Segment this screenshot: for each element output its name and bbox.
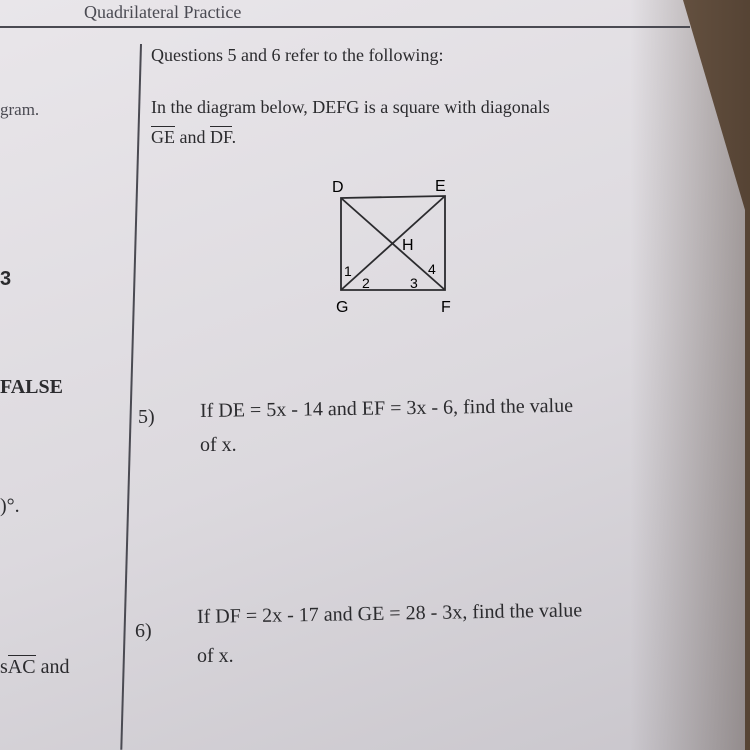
left-fragment-3: FALSE	[0, 376, 63, 398]
segment-ac: AC	[7, 656, 36, 678]
segment-df: DF	[210, 127, 232, 147]
questions-refer-text: Questions 5 and 6 refer to the following:	[151, 45, 444, 65]
vertex-label-g: G	[336, 299, 349, 316]
left-fragment-5	[0, 656, 69, 679]
left-fragment-2: 3	[0, 268, 12, 290]
question-6-number: 6)	[135, 620, 152, 642]
vertex-label-e: E	[435, 178, 446, 195]
vertex-label-d: D	[332, 179, 344, 196]
center-label-h: H	[402, 237, 414, 254]
diagram-description-line1: In the diagram below, DEFG is a square with diagonals	[151, 97, 550, 117]
left-fragment-5-suffix: and	[35, 656, 70, 678]
angle-label-3: 3	[410, 275, 418, 291]
and-word: and	[175, 127, 210, 147]
page-edge-shadow	[630, 0, 750, 750]
question-5-number: 5)	[138, 406, 155, 428]
page-header: Quadrilateral Practice	[84, 2, 242, 22]
segment-ge: GE	[151, 127, 175, 147]
left-fragment-4: )°.	[0, 495, 20, 517]
square-diagram	[320, 170, 470, 320]
diagram-description-line2	[151, 127, 236, 148]
angle-label-2: 2	[362, 275, 370, 291]
left-fragment-1: gram.	[0, 100, 40, 119]
question-6-line2: of x.	[197, 645, 234, 667]
header-rule	[0, 26, 690, 28]
left-fragment-5-prefix: s	[0, 656, 8, 678]
period: .	[231, 127, 237, 147]
question-6-line1: If DF = 2x - 17 and GE = 28 - 3x, find the value	[196, 599, 583, 628]
angle-label-4: 4	[428, 261, 436, 277]
angle-label-1: 1	[344, 263, 352, 279]
vertex-label-f: F	[441, 299, 451, 316]
question-5-line2: of x.	[200, 434, 237, 456]
question-5-line1: If DE = 5x - 14 and EF = 3x - 6, find the value	[199, 394, 574, 422]
